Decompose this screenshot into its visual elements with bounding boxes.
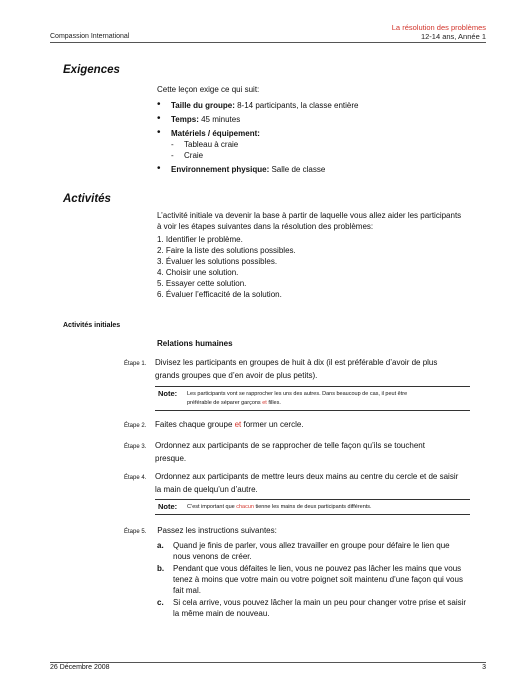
requirement-label: Temps:: [171, 115, 199, 124]
step-text: Ordonnez aux participants de se rapprocher de telle façon qu’ils se touchent: [155, 441, 425, 450]
step-4: [124, 471, 468, 495]
footer-divider: [50, 662, 486, 663]
instruction-item: [157, 597, 469, 619]
header-organization: Compassion International: [50, 33, 130, 40]
instruction-key: b.: [157, 564, 165, 573]
header-age-year: 12-14 ans, Année 1: [420, 32, 486, 41]
step-label: Étape 2.: [124, 423, 147, 429]
materials-item: - Craie: [171, 151, 204, 160]
exigences-body: [157, 84, 467, 175]
step-text: Passez les instructions suivantes:: [155, 526, 277, 535]
note-text-part: préférable de séparer garçons: [187, 400, 263, 406]
instruction-item: [157, 540, 469, 562]
footer-date: 26 Décembre 2008: [50, 664, 110, 671]
note-text-line2: [187, 399, 470, 408]
step-text-continued: presque.: [155, 454, 187, 463]
side-label-initial-activities: Activités initiales: [63, 322, 121, 329]
materials-item-text: Tableau à craie: [184, 140, 239, 149]
exigences-intro: Cette leçon exige ce qui suit:: [157, 85, 260, 94]
activity-title: Relations humaines: [157, 339, 233, 348]
step-text: Divisez les participants en groupes de huit à dix (il est préférable d’avoir de plus: [155, 358, 438, 367]
header-lesson-title: La résolution des problèmes: [391, 23, 486, 32]
note-box: [155, 499, 470, 515]
note-text-part: filles.: [266, 400, 281, 406]
instructions-list: [157, 540, 469, 620]
header-divider: [50, 42, 486, 43]
activity-step: 5. Essayer cette solution.: [157, 279, 247, 288]
activites-intro: L’activité initiale va devenir la base à partir de laquelle vous allez aider les participants à voir les étapes suivantes dans la résolution des problèmes:: [157, 211, 462, 231]
note-text: Les participants vont se rapprocher les uns des autres. Dans beaucoup de cas, il peut être: [187, 391, 408, 397]
requirement-environment: [157, 164, 467, 175]
note-label: Note:: [158, 389, 178, 398]
requirements-list: [157, 100, 467, 139]
requirement-value: Salle de classe: [269, 165, 326, 174]
instruction-key: a.: [157, 541, 164, 550]
activity-step: 2. Faire la liste des solutions possibles.: [157, 246, 296, 255]
step-2: [124, 419, 468, 432]
step-text-continued: grands groupes que d’en avoir de plus petits).: [155, 371, 318, 380]
step-3: [124, 440, 468, 464]
step-text: Faites chaque groupe: [155, 420, 235, 429]
section-heading-exigences: Exigences: [63, 64, 120, 76]
requirement-value: 45 minutes: [198, 115, 241, 124]
requirement-group-size: [157, 100, 467, 111]
instruction-text: Quand je finis de parler, vous allez travailler en groupe pour défaire le lien que nous venons de créer.: [173, 541, 450, 561]
step-label: Étape 4.: [124, 475, 147, 481]
step-text: former un cercle.: [241, 420, 304, 429]
step-label: Étape 3.: [124, 444, 147, 450]
step-label: Étape 5.: [124, 529, 147, 535]
instruction-text: Si cela arrive, vous pouvez lâcher la main un peu pour changer votre prise et saisir la même main de nouveau.: [173, 598, 467, 618]
instruction-text: Pendant que vous défaites le lien, vous ne pouvez pas lâcher les mains que vous tenez à moins que votre main ou votre poignet soit maintenu d’une façon qui vous fait mal.: [173, 564, 463, 595]
note-text-highlight: et: [262, 400, 267, 406]
activity-step: 6. Évaluer l’efficacité de la solution.: [157, 290, 282, 299]
step-5: [124, 525, 468, 538]
note-text: tienne les mains de deux participants différents.: [253, 504, 372, 510]
activity-step: 3. Évaluer les solutions possibles.: [157, 257, 278, 266]
activites-body: [157, 210, 467, 300]
materials-item-text: Craie: [184, 151, 204, 160]
note-text: C’est important que: [187, 504, 237, 510]
instruction-item: [157, 563, 469, 596]
activity-step: 4. Choisir une solution.: [157, 268, 239, 277]
requirement-materials: [157, 128, 467, 139]
section-heading-activites: Activités: [63, 193, 111, 205]
requirement-label: Taille du groupe:: [171, 101, 235, 110]
step-text-highlight: et: [234, 420, 242, 429]
note-box: [155, 386, 470, 411]
materials-item: - Tableau à craie: [171, 140, 239, 149]
page-number: 3: [482, 664, 486, 671]
note-label: Note:: [158, 502, 178, 511]
requirement-label: Environnement physique:: [171, 165, 270, 174]
requirement-value: 8-14 participants, la classe entière: [234, 101, 359, 110]
step-text-continued: la main de quelqu’un d’autre.: [155, 485, 258, 494]
step-label: Étape 1.: [124, 361, 147, 367]
requirement-time: [157, 114, 467, 125]
header-title-block: [392, 23, 486, 41]
step-1: [124, 357, 468, 381]
note-text-highlight: chacun: [236, 504, 254, 510]
instruction-key: c.: [157, 598, 164, 607]
requirement-label: Matériels / équipement:: [171, 129, 260, 138]
step-text: Ordonnez aux participants de mettre leurs deux mains au centre du cercle et de saisir: [155, 472, 459, 481]
activity-step: 1. Identifier le problème.: [157, 235, 243, 244]
